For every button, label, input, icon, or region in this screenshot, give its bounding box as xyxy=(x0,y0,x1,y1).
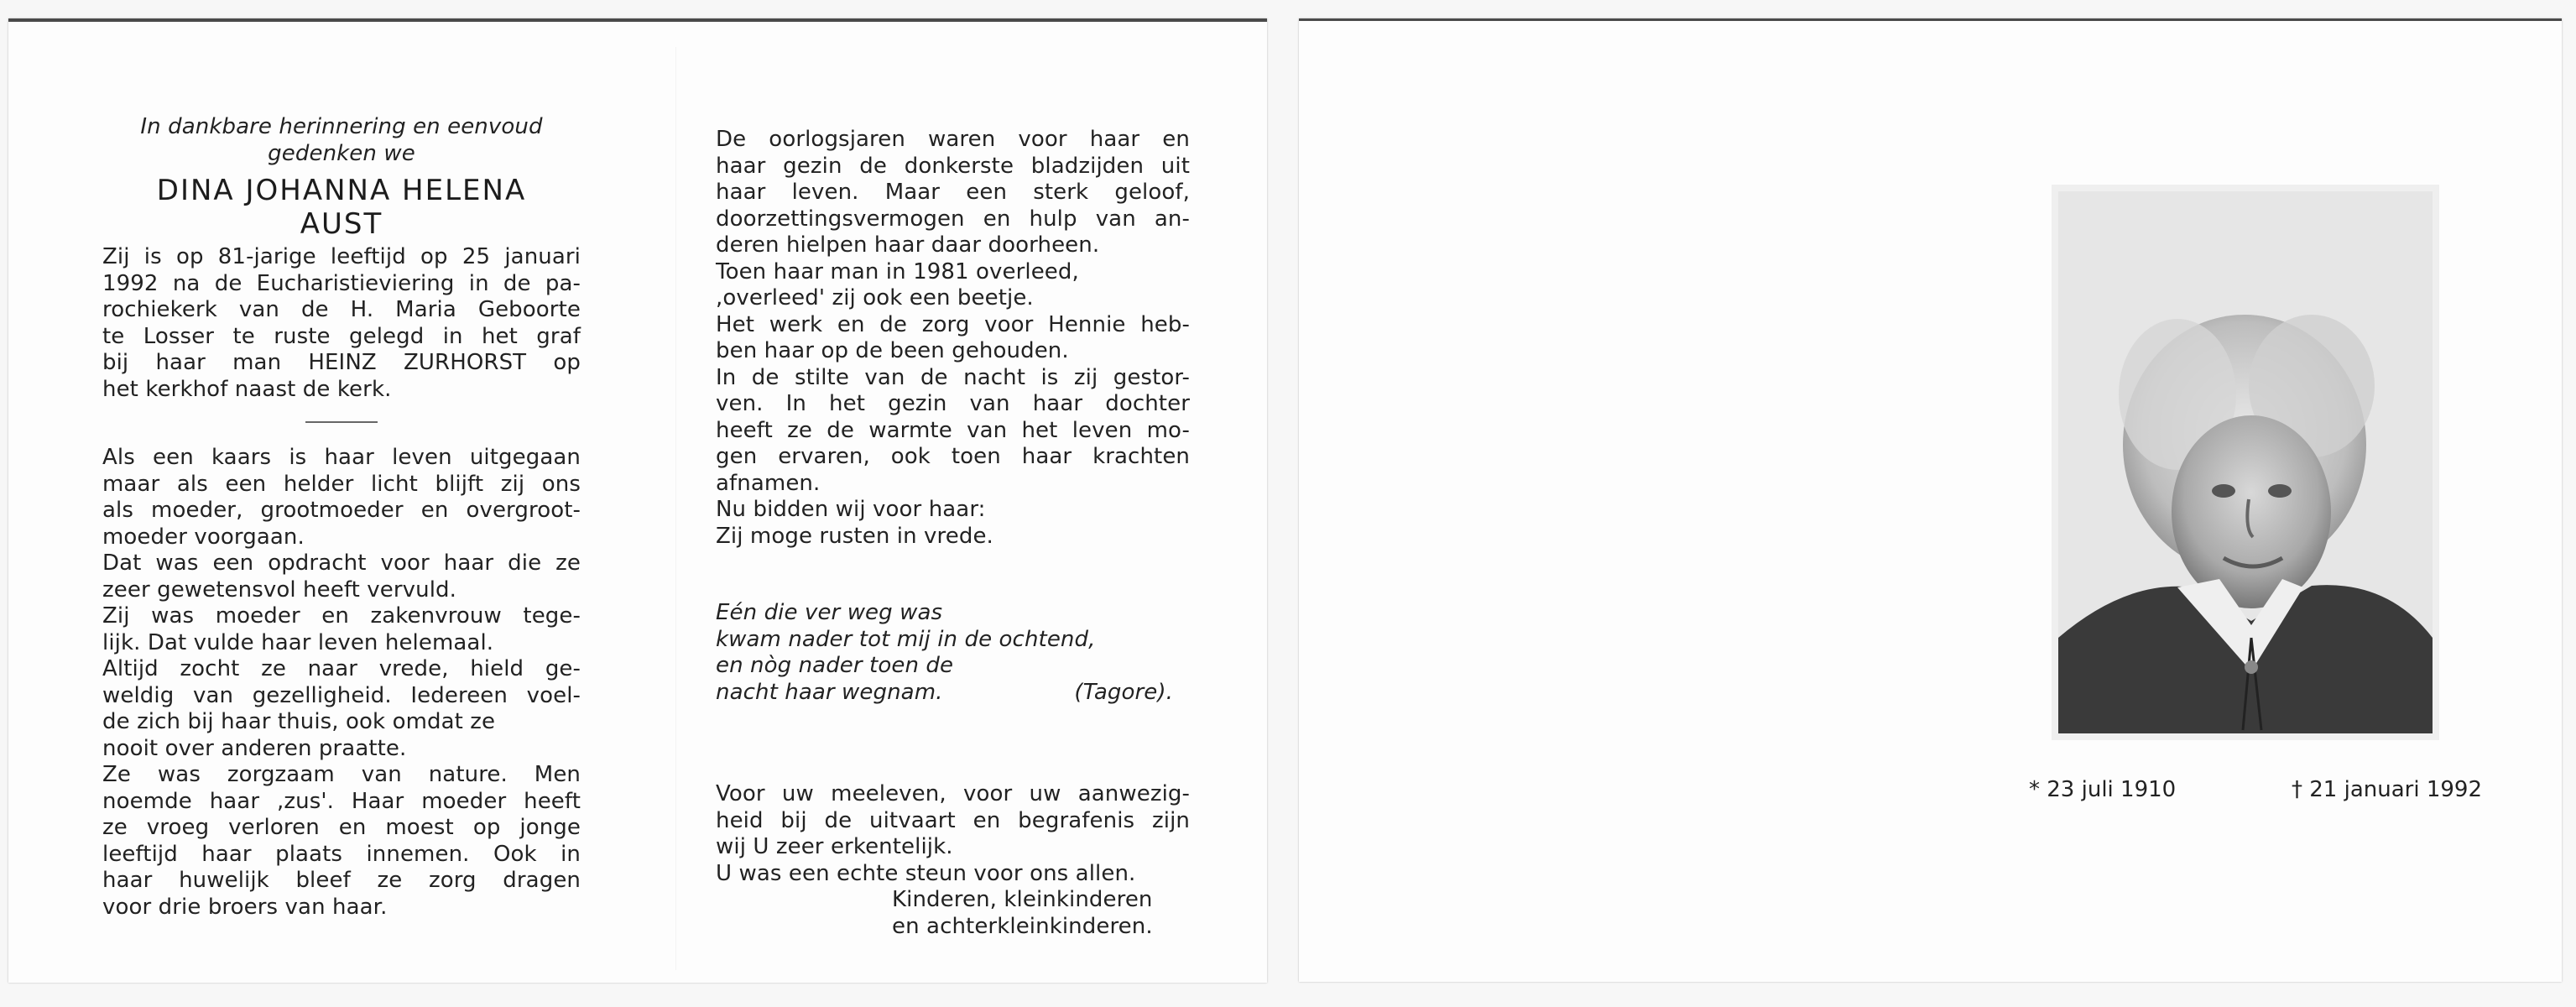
life-dates xyxy=(2029,776,2482,803)
memoir-line: haar huwelijk bleef ze zorg dragen xyxy=(102,868,581,893)
memoir-line: weldig van gezelligheid. Iedereen voel- xyxy=(102,682,581,708)
fold-line xyxy=(675,47,676,970)
birth-date: * 23 juli 1910 xyxy=(2029,777,2177,802)
memoir-line: maar als een helder licht blijft zij ons xyxy=(102,471,581,497)
memoir-line: noemde haar ,zus'. Haar moeder heeft xyxy=(102,788,581,814)
story-line: heeft ze de warmte van het leven mo- xyxy=(716,417,1190,443)
intro-line: gedenken we xyxy=(268,140,415,166)
memoir-line: Dat was een opdracht voor haar die ze xyxy=(102,550,581,576)
portrait-photo-icon xyxy=(2052,185,2439,740)
portrait-photo-drawing xyxy=(2052,185,2439,740)
story-line: ,overleed' zij ook een beetje. xyxy=(716,285,1034,310)
quote-line: kwam nader tot mij in de ochtend, xyxy=(716,626,1096,652)
memoir-line: Zij was moeder en zakenvrouw tege- xyxy=(102,603,581,629)
signature-line: en achterkleinkinderen. xyxy=(892,913,1153,939)
death-date: † 21 januari 1992 xyxy=(2291,777,2482,802)
bio-line: rochiekerk van de H. Maria Geboorte xyxy=(102,297,581,322)
story-line: Toen haar man in 1981 overleed, xyxy=(716,258,1079,284)
thanks-line: U was een echte steun voor ons allen. xyxy=(716,860,1136,886)
bio-line: 1992 na de Eucharistieviering in de pa- xyxy=(102,270,581,296)
thanks-line: wij U zeer erkentelijk. xyxy=(716,834,953,859)
thanks-line: heid bij de uitvaart en begrafenis zijn xyxy=(716,807,1190,833)
section-divider xyxy=(305,421,378,423)
bio-line: Zij is op 81-jarige leeftijd op 25 januari xyxy=(102,244,581,269)
story-line: doorzettingsvermogen en hulp van an- xyxy=(716,206,1190,232)
quote-author: (Tagore). xyxy=(1074,679,1173,705)
left-text-column xyxy=(102,114,581,921)
story-line: Nu bidden wij voor haar: xyxy=(716,497,986,522)
memorial-card-inner-left xyxy=(8,18,1267,983)
story-line: gen ervaren, ook toen haar krachten xyxy=(716,444,1190,469)
story-line: ven. In het gezin van haar dochter xyxy=(716,391,1190,416)
memoir-line: Altijd zocht ze naar vrede, hield ge- xyxy=(102,656,581,681)
story-line: ben haar op de been gehouden. xyxy=(716,338,1069,363)
quote-line: nacht haar wegnam. xyxy=(716,679,943,705)
signature-line: Kinderen, kleinkinderen xyxy=(892,887,1153,912)
deceased-name: AUST xyxy=(300,207,383,241)
story-line: In de stilte van de nacht is zij gestor- xyxy=(716,364,1190,390)
quote-line: en nòg nader toen de xyxy=(716,653,954,678)
deceased-name: DINA JOHANNA HELENA xyxy=(156,174,527,207)
story-line: haar leven. Maar een sterk geloof, xyxy=(716,180,1190,205)
memoir-line: voor drie broers van haar. xyxy=(102,894,388,920)
story-line: afnamen. xyxy=(716,470,821,496)
memoir-line: nooit over anderen praatte. xyxy=(102,735,407,761)
memoir-line: Ze was zorgzaam van nature. Men xyxy=(102,762,581,787)
story-line: De oorlogsjaren waren voor haar en xyxy=(716,127,1190,152)
story-line: Zij moge rusten in vrede. xyxy=(716,523,993,549)
intro-line: In dankbare herinnering en eenvoud xyxy=(140,114,543,139)
memoir-line: ze vroeg verloren en moest op jonge xyxy=(102,815,581,840)
story-line: haar gezin de donkerste bladzijden uit xyxy=(716,153,1190,179)
memoir-line: moeder voorgaan. xyxy=(102,524,305,550)
memoir-line: als moeder, grootmoeder en overgroot- xyxy=(102,498,581,523)
bio-line: bij haar man HEINZ ZURHORST op xyxy=(102,350,581,375)
right-text-column xyxy=(716,127,1190,940)
story-line: deren hielpen haar daar doorheen. xyxy=(716,232,1100,258)
memoir-line: Als een kaars is haar leven uitgegaan xyxy=(102,445,581,470)
thanks-line: Voor uw meeleven, voor uw aanwezig- xyxy=(716,781,1190,806)
memoir-line: lijk. Dat vulde haar leven helemaal. xyxy=(102,629,494,655)
story-line: Het werk en de zorg voor Hennie heb- xyxy=(716,311,1190,337)
quote-line: Eén die ver weg was xyxy=(716,600,943,625)
bio-line: te Losser te ruste gelegd in het graf xyxy=(102,323,581,349)
memoir-line: de zich bij haar thuis, ook omdat ze xyxy=(102,709,496,734)
bio-line: het kerkhof naast de kerk. xyxy=(102,376,392,402)
memoir-line: zeer gewetensvol heeft vervuld. xyxy=(102,577,457,603)
quote-last-row xyxy=(716,680,1190,707)
memoir-line: leeftijd haar plaats innemen. Ook in xyxy=(102,841,581,867)
